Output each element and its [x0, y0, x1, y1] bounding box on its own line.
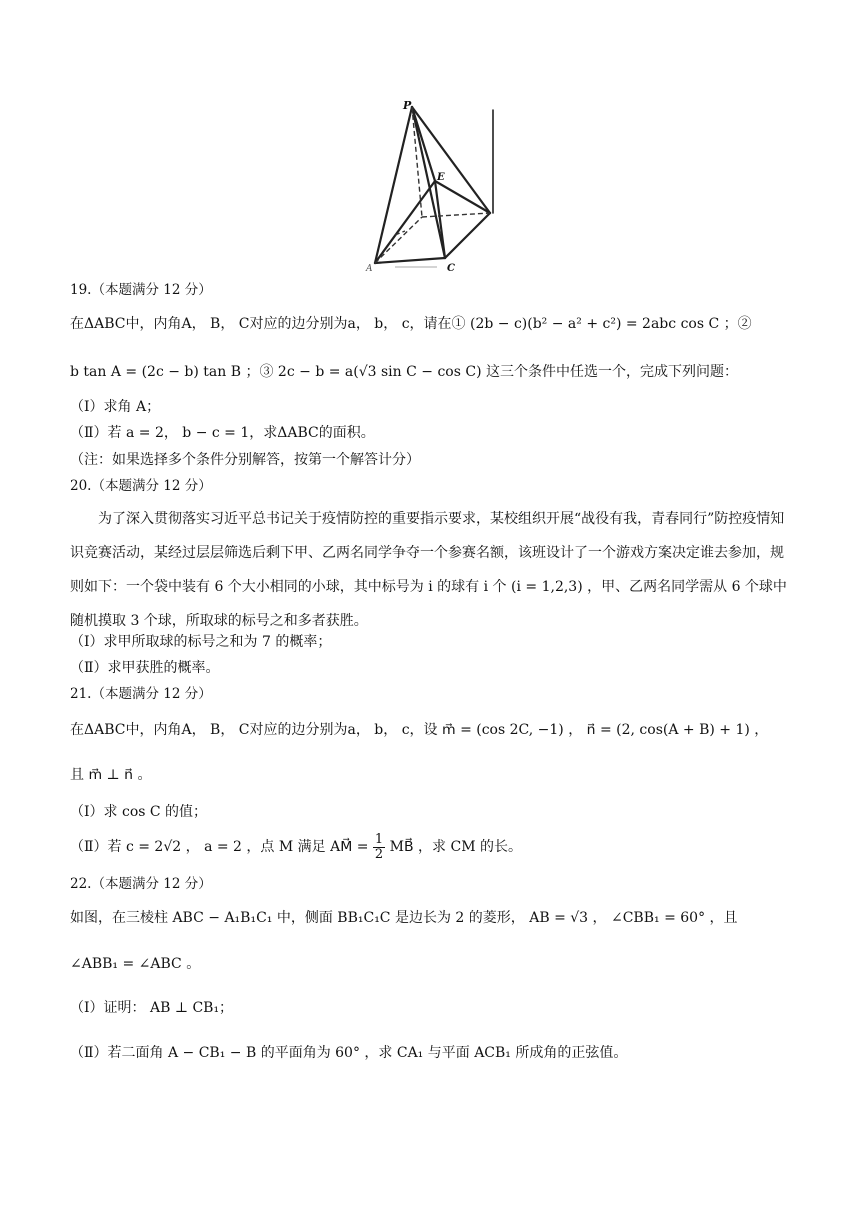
q21-line1: 在ΔABC中，内角A， B， C对应的边分别为a， b， c，设 m⃗ = (cos 2C, −1) ， n⃗ = (2, cos(A + B) + 1) ， [70, 722, 769, 738]
label-a: A [366, 264, 373, 274]
q21-part2-pre: （Ⅱ）若 c = 2√2 ， a = 2 ，点 M 满足 AM⃗ = [70, 839, 369, 855]
q20-part2: （Ⅱ）求甲获胜的概率。 [70, 660, 220, 676]
q22-heading: 22.（本题满分 12 分） [70, 876, 212, 892]
q19-heading: 19.（本题满分 12 分） [70, 282, 212, 298]
pyramid-figure [365, 95, 505, 275]
q19-line2: b tan A = (2c − b) tan B ；③ 2c − b = a(√3 sin C − cos C) 这三个条件中任选一个，完成下列问题： [70, 364, 738, 380]
q21-line2: 且 m⃗ ⊥ n⃗ 。 [70, 767, 152, 783]
q22-line1: 如图，在三棱柱 ABC − A₁B₁C₁ 中，侧面 BB₁C₁C 是边长为 2 的菱形， AB = √3 ， ∠CBB₁ = 60° ，且 [70, 910, 738, 926]
q21-part1: （Ⅰ）求 cos C 的值； [70, 804, 208, 820]
label-p: P [403, 99, 412, 112]
q20-heading: 20.（本题满分 12 分） [70, 478, 212, 494]
q19-note: （注：如果选择多个条件分别解答，按第一个解答计分） [70, 452, 420, 468]
q22-part1: （Ⅰ）证明： AB ⊥ CB₁； [70, 1000, 234, 1016]
q20-part1: （Ⅰ）求甲所取球的标号之和为 7 的概率； [70, 634, 332, 650]
q19-line1: 在ΔABC中，内角A， B， C对应的边分别为a， b， c，请在① (2b − c)(b² − a² + c²) = 2abc cos C ；② [70, 316, 752, 332]
q19-part1: （Ⅰ）求角 A； [70, 399, 161, 415]
q22-line2: ∠ABB₁ = ∠ABC 。 [70, 956, 201, 972]
q20-body: 为了深入贯彻落实习近平总书记关于疫情防控的重要指示要求，某校组织开展“战役有我，青春同行”防控疫情知识竞赛活动，某经过层层筛选后剩下甲、乙两名同学争夺一个参赛名额，该班设计了一个游戏方案决定谁去参加，规则如下：一个袋中装有 6 个大小相同的小球，其中标号为 i 的球有 i 个 (i = 1,2,3) ，甲、乙两名同学需从 6 个球中随机摸取 3 个球，所取球的标号之和多者获胜。 [70, 511, 787, 629]
q21-part2 [70, 830, 522, 864]
q21-frac-num: 1 [374, 831, 384, 847]
q21-heading: 21.（本题满分 12 分） [70, 686, 212, 702]
q21-frac-den: 2 [374, 846, 384, 862]
q19-part2: （Ⅱ）若 a = 2， b − c = 1，求ΔABC的面积。 [70, 425, 375, 441]
label-c: C [447, 263, 455, 274]
label-e: E [437, 172, 445, 183]
q21-fraction [373, 833, 385, 862]
q22-part2: （Ⅱ）若二面角 A − CB₁ − B 的平面角为 60° ，求 CA₁ 与平面 ACB₁ 所成角的正弦值。 [70, 1045, 628, 1061]
q21-part2-post: MB⃗ ，求 CM 的长。 [389, 839, 522, 855]
